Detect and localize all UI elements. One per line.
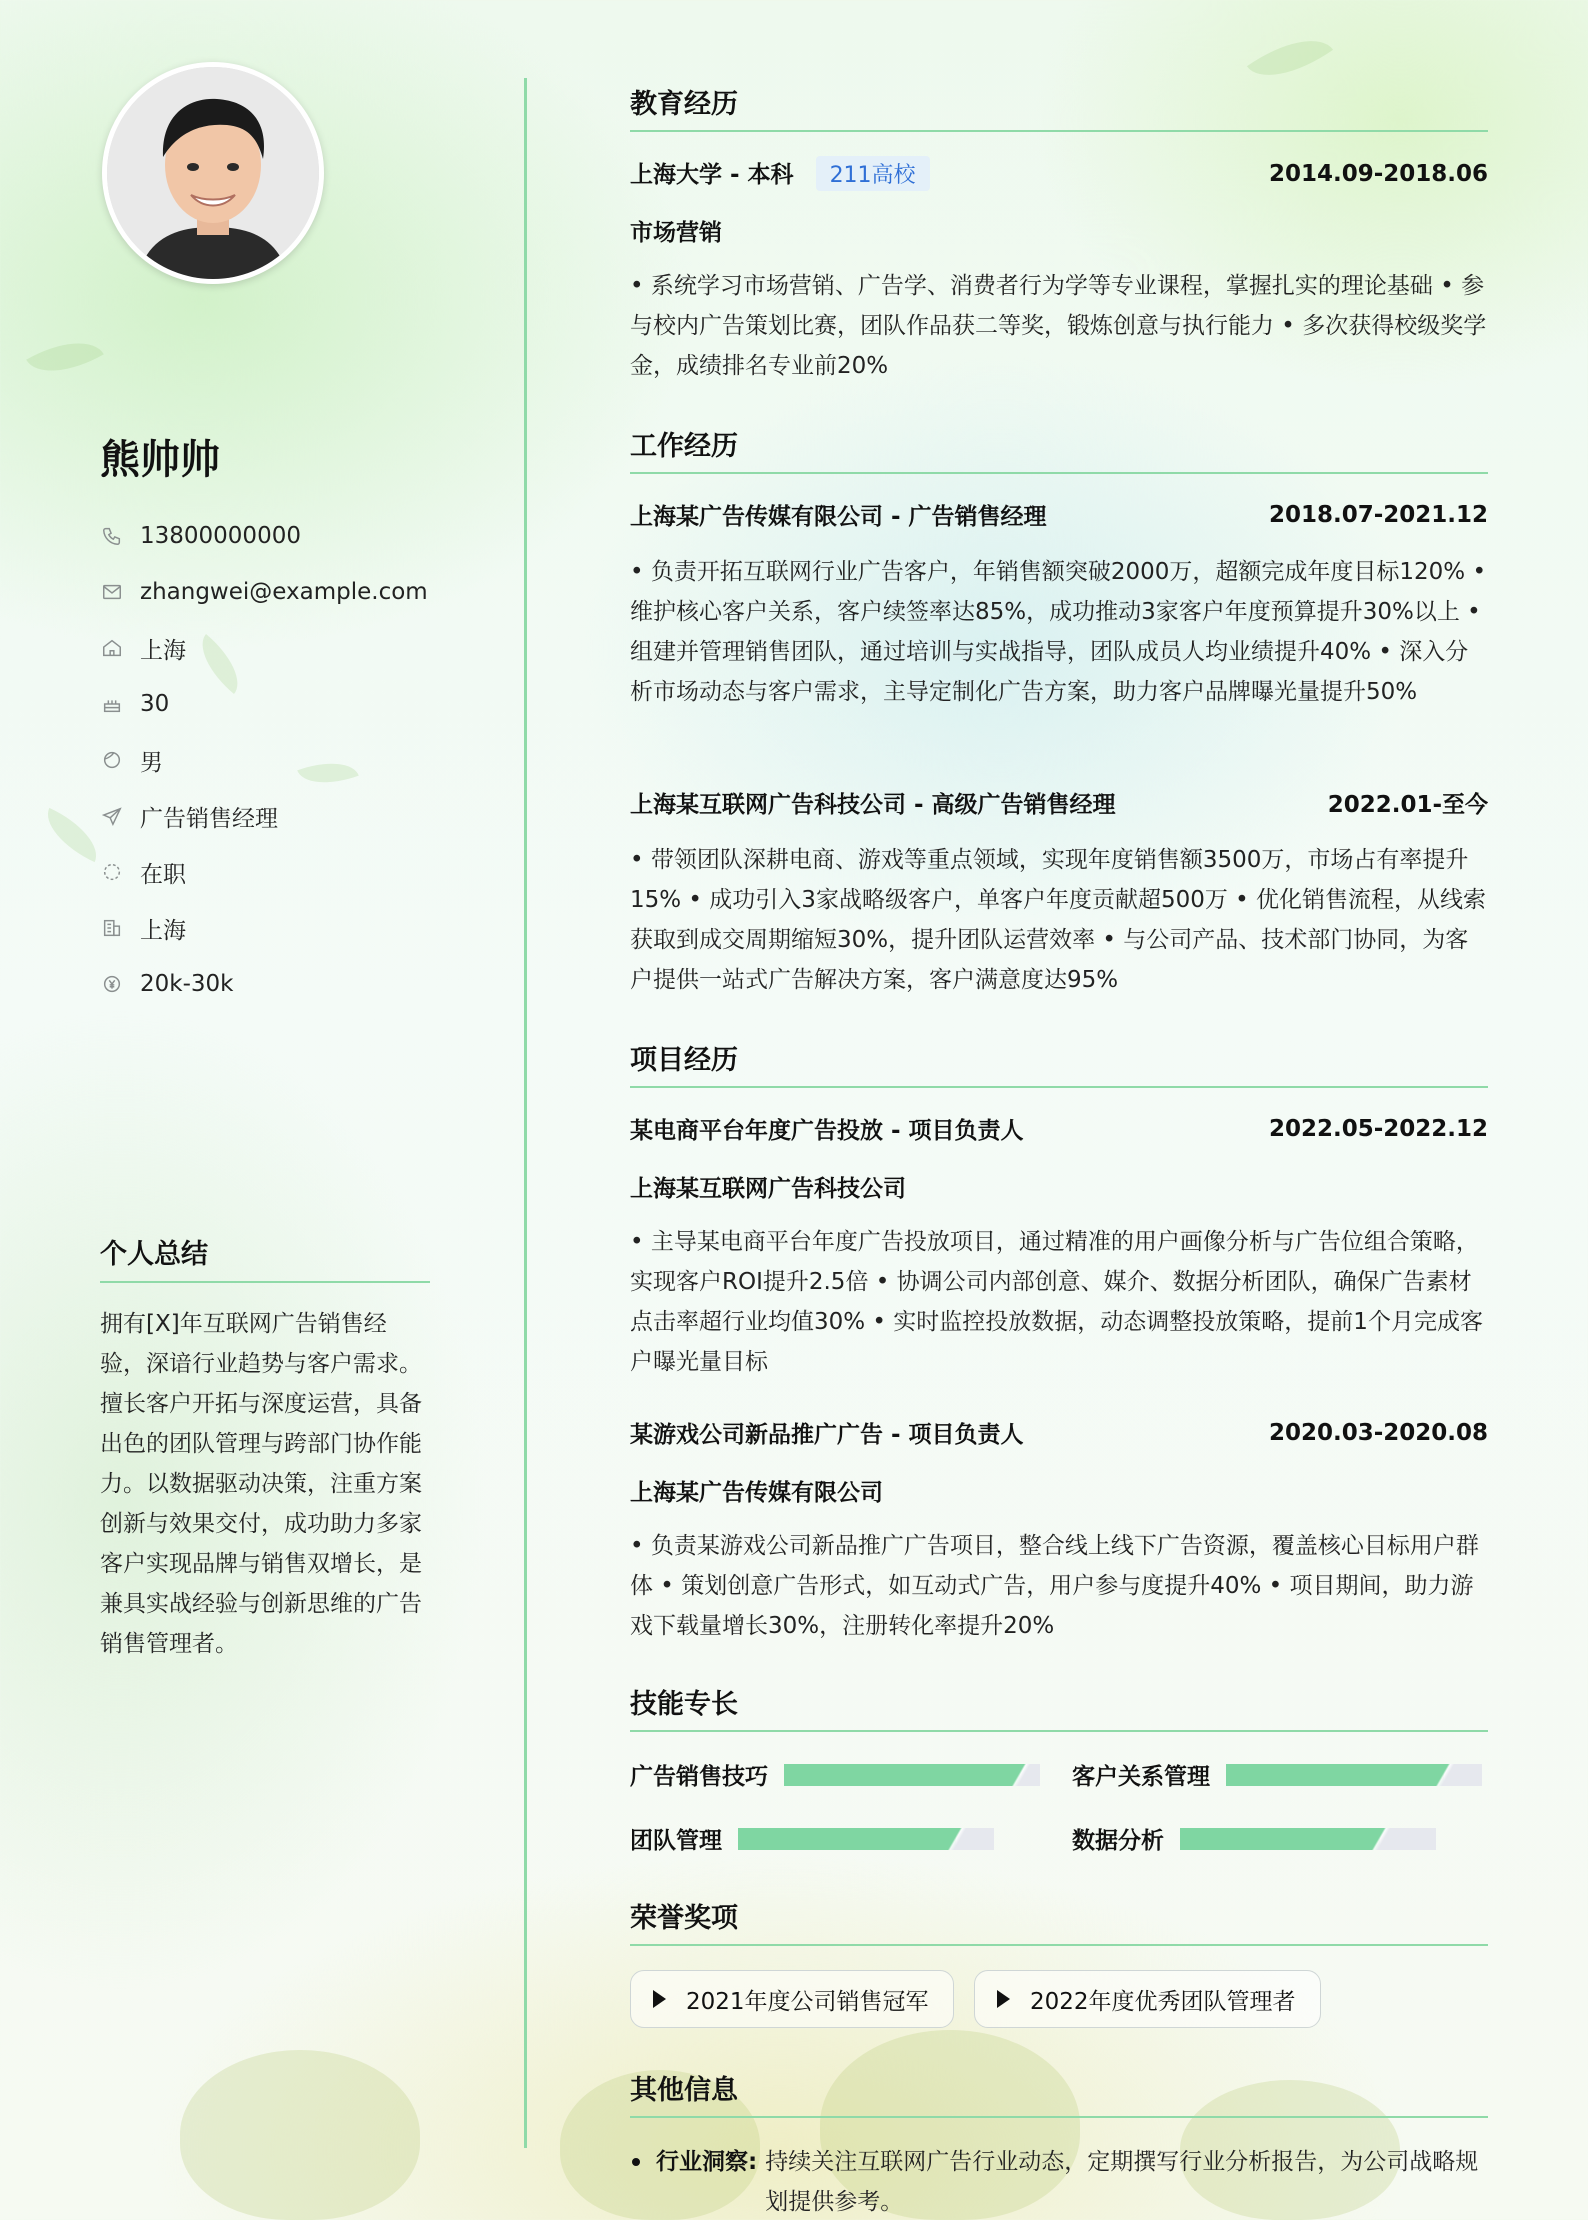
tree-decoration <box>180 2050 420 2220</box>
skill-bar-fill <box>1226 1764 1444 1786</box>
contact-text: 30 <box>140 691 170 717</box>
column-divider <box>524 78 527 2148</box>
contact-email[interactable] <box>100 564 428 620</box>
work-item-heading-row <box>630 786 1488 819</box>
skill-item <box>630 1758 1040 1791</box>
skill-bar <box>1226 1764 1482 1786</box>
yuan-icon <box>100 972 124 996</box>
work-item-heading: 上海某互联网广告科技公司 - 高级广告销售经理 <box>630 792 1116 818</box>
award-chip[interactable] <box>974 1970 1321 2028</box>
contact-text: 上海 <box>140 917 186 944</box>
mail-icon <box>100 580 124 604</box>
contact-city <box>100 620 428 676</box>
work-item-heading-row <box>630 498 1488 531</box>
skill-bar <box>784 1764 1040 1786</box>
skill-name: 广告销售技巧 <box>630 1764 768 1790</box>
award-label: 2021年度公司销售冠军 <box>686 1988 929 2015</box>
contact-work-city <box>100 900 428 956</box>
contact-text: 男 <box>140 749 163 776</box>
education-school: 上海大学 - 本科 <box>630 162 794 188</box>
education-date: 2014.09-2018.06 <box>1268 160 1488 187</box>
summary-text: 拥有[X]年互联网广告销售经验，深谙行业趋势与客户需求。擅长客户开拓与深度运营，具备出色的团队管理与跨部门协作能力。以数据驱动决策，注重方案创新与效果交付，成功助力多家客户实现品牌与销售双增长，是兼具实战经验与创新思维的广告销售管理者。 <box>100 1311 422 1657</box>
summary-title: 个人总结 <box>100 1232 430 1283</box>
phone-icon <box>100 524 124 548</box>
home-icon <box>100 636 124 660</box>
skill-item <box>1072 1758 1482 1791</box>
project-item-heading-row <box>630 1112 1488 1145</box>
contact-text: 上海 <box>140 637 186 664</box>
contact-salary <box>100 956 428 1012</box>
work-item-date: 2022.01-至今 <box>1327 792 1488 818</box>
other-key: 行业洞察: <box>656 2149 758 2175</box>
profile-name: 熊帅帅 <box>100 437 220 483</box>
education-tag: 211高校 <box>816 156 930 191</box>
skill-bar-fill <box>738 1828 956 1850</box>
skill-name: 客户关系管理 <box>1072 1764 1210 1790</box>
skill-name: 团队管理 <box>630 1828 722 1854</box>
project-item-company: 上海某广告传媒有限公司 <box>630 1480 883 1506</box>
skill-bar <box>1180 1828 1436 1850</box>
contact-text: 13800000000 <box>140 523 301 549</box>
other-text: 持续关注互联网广告行业动态，定期撰写行业分析报告，为公司战略规划提供参考。 <box>765 2149 1479 2215</box>
contact-text: 在职 <box>140 861 186 888</box>
other-item <box>630 2142 1488 2220</box>
skill-item <box>630 1822 994 1855</box>
awards-title: 荣誉奖项 <box>630 1896 1488 1946</box>
contact-list <box>100 508 428 1012</box>
skills-title: 技能专长 <box>630 1682 1488 1732</box>
skill-bar-fill <box>784 1764 1020 1786</box>
contact-age <box>100 676 428 732</box>
avatar-portrait <box>107 67 319 279</box>
contact-text: zhangwei@example.com <box>140 579 428 605</box>
project-item-date: 2022.05-2022.12 <box>1268 1115 1488 1142</box>
gender-icon <box>100 748 124 772</box>
contact-gender <box>100 732 428 788</box>
education-row <box>630 156 1488 191</box>
skill-item <box>1072 1822 1436 1855</box>
contact-text: 广告销售经理 <box>140 805 278 832</box>
project-item-date: 2020.03-2020.08 <box>1268 1419 1488 1446</box>
education-desc: • 系统学习市场营销、广告学、消费者行为学等专业课程，掌握扎实的理论基础 • 参与校内广告策划比赛，团队作品获二等奖，锻炼创意与执行能力 • 多次获得校级奖学金，成绩排名专业前20% <box>630 273 1487 379</box>
skill-bar-fill <box>1180 1828 1380 1850</box>
leaf-decoration <box>26 325 104 389</box>
skill-bar <box>738 1828 994 1850</box>
cake-icon <box>100 692 124 716</box>
skill-name: 数据分析 <box>1072 1828 1164 1854</box>
project-item-company: 上海某互联网广告科技公司 <box>630 1176 906 1202</box>
work-item-desc: • 带领团队深耕电商、游戏等重点领域，实现年度销售额3500万，市场占有率提升15% • 成功引入3家战略级客户，单客户年度贡献超500万 • 优化销售流程，从线索获取到成交周期缩短30%，提升团队运营效率 • 与公司产品、技术部门协同，为客户提供一站式广告解决方案，客户满意度达95% <box>630 847 1487 993</box>
work-item-desc: • 负责开拓互联网行业广告客户，年销售额突破2000万，超额完成年度目标120% • 维护核心客户关系，客户续签率达85%，成功推动3家客户年度预算提升30%以上 • 组建并管理销售团队，通过培训与实战指导，团队成员人均业绩提升40% • 深入分析市场动态与客户需求，主导定制化广告方案，助力客户品牌曝光量提升50% <box>630 559 1487 705</box>
play-icon <box>997 1990 1010 2008</box>
award-chip[interactable] <box>630 1970 954 2028</box>
play-icon <box>653 1990 666 2008</box>
projects-title: 项目经历 <box>630 1038 1488 1088</box>
contact-phone[interactable] <box>100 508 428 564</box>
contact-text: 20k-30k <box>140 971 234 997</box>
avatar <box>102 62 324 284</box>
leaf-decoration <box>37 808 108 862</box>
send-icon <box>100 804 124 828</box>
bullet-dot <box>632 2158 640 2166</box>
project-item-heading: 某游戏公司新品推广广告 - 项目负责人 <box>630 1422 1024 1448</box>
contact-status <box>100 844 428 900</box>
other-title: 其他信息 <box>630 2068 1488 2118</box>
education-major: 市场营销 <box>630 220 722 246</box>
building-icon <box>100 916 124 940</box>
project-item-heading: 某电商平台年度广告投放 - 项目负责人 <box>630 1118 1024 1144</box>
contact-position <box>100 788 428 844</box>
work-item-heading: 上海某广告传媒有限公司 - 广告销售经理 <box>630 504 1047 530</box>
project-item-desc: • 主导某电商平台年度广告投放项目，通过精准的用户画像分析与广告位组合策略，实现客户ROI提升2.5倍 • 协调公司内部创意、媒介、数据分析团队，确保广告素材点击率超行业均值30% • 实时监控投放数据，动态调整投放策略，提前1个月完成客户曝光量目标 <box>630 1229 1483 1375</box>
award-label: 2022年度优秀团队管理者 <box>1030 1988 1296 2015</box>
work-item-date: 2018.07-2021.12 <box>1268 501 1488 528</box>
work-title: 工作经历 <box>630 424 1488 474</box>
education-school-wrap <box>630 156 930 191</box>
education-title: 教育经历 <box>630 82 1488 132</box>
status-icon <box>100 860 124 884</box>
project-item-desc: • 负责某游戏公司新品推广广告项目，整合线上线下广告资源，覆盖核心目标用户群体 • 策划创意广告形式，如互动式广告，用户参与度提升40% • 项目期间，助力游戏下载量增长30%，注册转化率提升20% <box>630 1533 1479 1639</box>
project-item-heading-row <box>630 1416 1488 1449</box>
